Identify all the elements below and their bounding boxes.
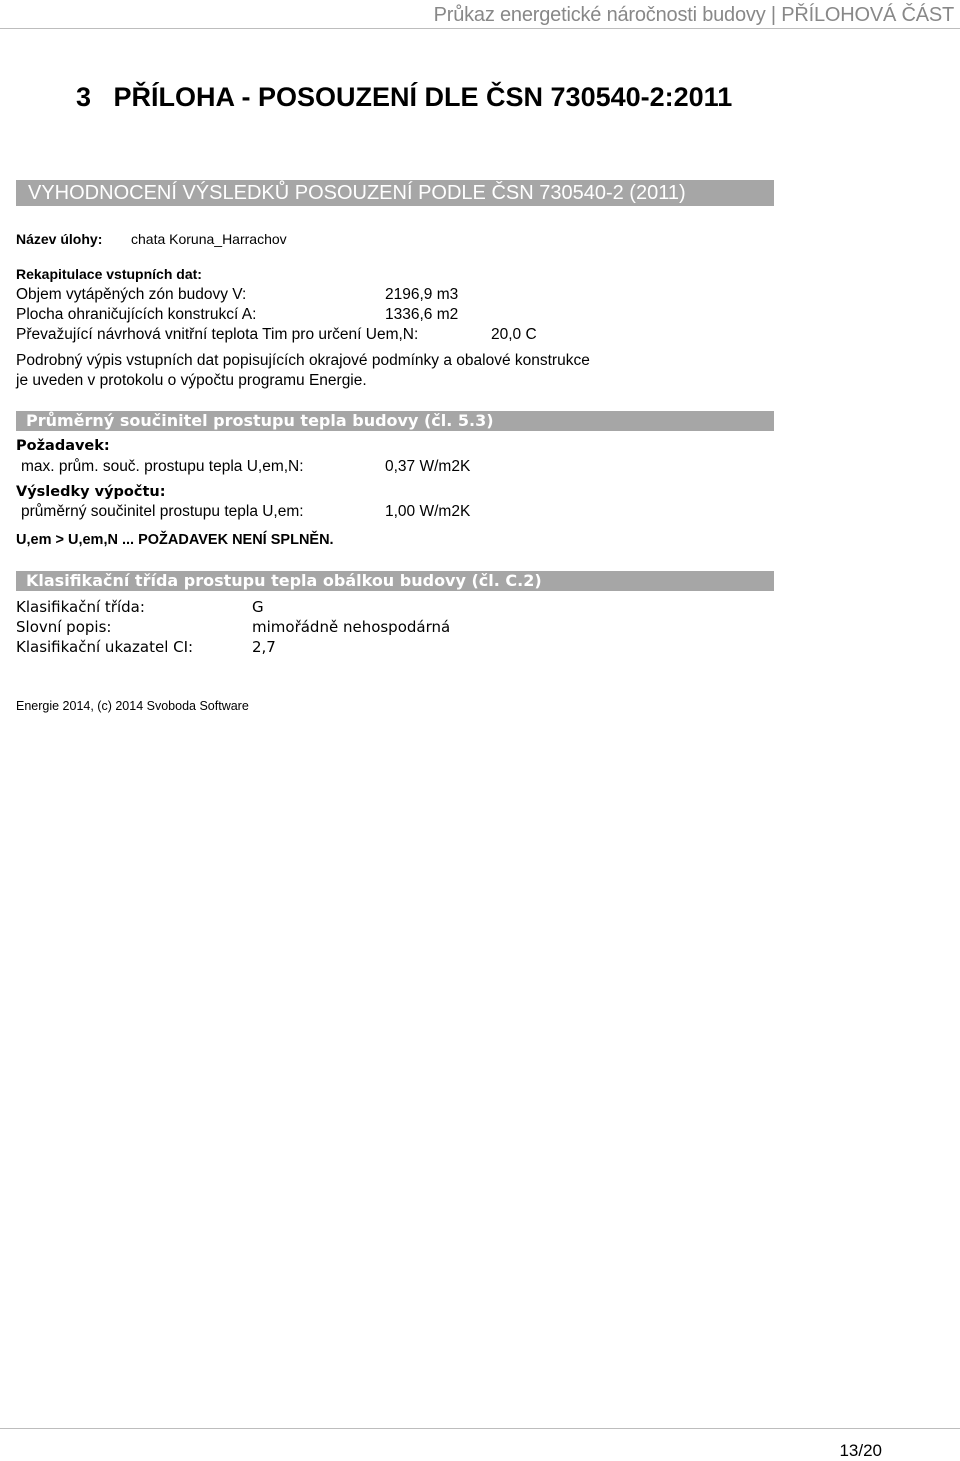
recap-temperature-value: 20,0 C	[491, 326, 537, 343]
recap-heading: Rekapitulace vstupních dat:	[16, 266, 202, 282]
recap-volume-value: 2196,9 m3	[385, 286, 459, 303]
results-heading: Výsledky výpočtu:	[16, 484, 166, 500]
chapter-title: 3 PŘÍLOHA - POSOUZENÍ DLE ČSN 730540-2:2011	[76, 82, 733, 112]
recap-area-value: 1336,6 m2	[385, 306, 459, 323]
class-label: Klasifikační třída:	[16, 598, 145, 616]
recap-temperature-label: Převažující návrhová vnitřní teplota Tim pro určení Uem,N:	[16, 326, 419, 343]
recap-area-label: Plocha ohraničujících konstrukcí A:	[16, 306, 257, 323]
recap-volume-label: Objem vytápěných zón budovy V:	[16, 286, 247, 303]
ci-label: Klasifikační ukazatel CI:	[16, 638, 194, 656]
classification-section-title: Klasifikační třída prostupu tepla obálkou budovy (čl. C.2)	[26, 571, 542, 590]
result-label: průměrný součinitel prostupu tepla U,em:	[21, 503, 304, 520]
task-value: chata Koruna_Harrachov	[131, 231, 287, 247]
footer-divider	[0, 1428, 960, 1429]
section-title: VYHODNOCENÍ VÝSLEDKŮ POSOUZENÍ PODLE ČSN 730540-2 (2011)	[28, 182, 686, 204]
result-value: 1,00 W/m2K	[385, 503, 471, 520]
requirement-label: max. prům. souč. prostupu tepla U,em,N:	[21, 458, 304, 475]
task-label: Název úlohy:	[16, 231, 103, 247]
class-value: G	[252, 598, 264, 616]
page-number: 13/20	[839, 1441, 882, 1460]
running-header: Průkaz energetické náročnosti budovy | PŘÍLOHOVÁ ČÁST	[433, 4, 954, 26]
description-value: mimořádně nehospodárná	[252, 618, 451, 636]
verdict: U,em > U,em,N ... POŽADAVEK NENÍ SPLNĚN.	[16, 532, 334, 548]
software-credit: Energie 2014, (c) 2014 Svoboda Software	[16, 699, 249, 713]
recap-note-line-1: Podrobný výpis vstupních dat popisujících okrajové podmínky a obalové konstrukce	[16, 352, 590, 369]
requirement-value: 0,37 W/m2K	[385, 458, 471, 475]
requirement-heading: Požadavek:	[16, 438, 110, 454]
ci-value: 2,7	[252, 638, 276, 656]
header-divider	[0, 28, 960, 29]
recap-note-line-2: je uveden v protokolu o výpočtu programu Energie.	[16, 372, 367, 389]
average-section-title: Průměrný součinitel prostupu tepla budovy (čl. 5.3)	[26, 411, 494, 430]
description-label: Slovní popis:	[16, 618, 112, 636]
